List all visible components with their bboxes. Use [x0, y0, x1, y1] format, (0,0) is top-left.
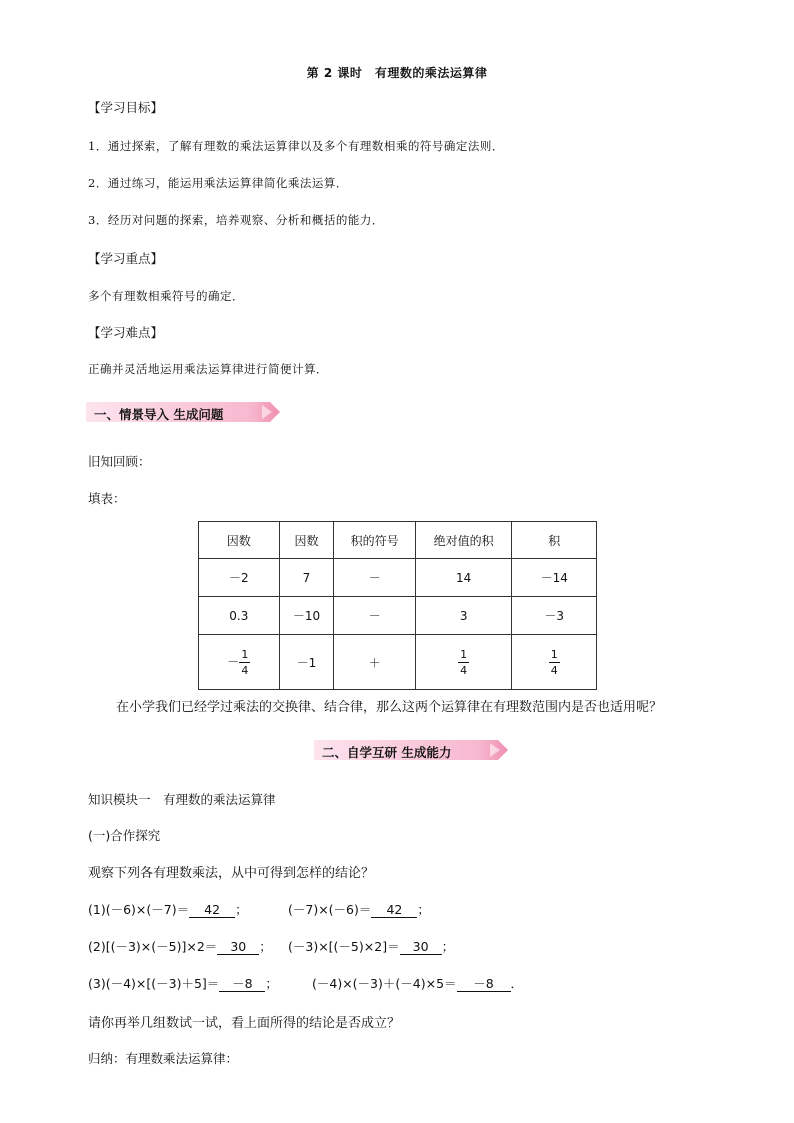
objective-item-2: 2．通过练习，能运用乘法运算律简化乘法运算．	[88, 176, 348, 190]
answer-blank: 30	[217, 940, 259, 955]
exercise-2-right-group	[288, 937, 454, 955]
table-cell: 7	[279, 559, 334, 597]
answer-blank: 42	[371, 903, 417, 918]
exercise-3-left: (3)(－4)×[(－3)＋5]＝	[88, 976, 220, 991]
table-cell: －10	[279, 597, 334, 635]
fraction-denominator: 4	[550, 663, 558, 677]
review-label: 旧知回顾：	[88, 454, 151, 469]
exercise-3-right: (－4)×(－3)＋(－4)×5＝	[312, 976, 457, 991]
fraction-numerator: 1	[460, 647, 468, 661]
exercise-2-right: (－3)×[(－5)×2]＝	[288, 939, 400, 954]
answer-blank: 42	[189, 903, 235, 918]
table-cell: －14	[512, 559, 597, 597]
fraction-denominator: 4	[460, 663, 468, 677]
table-cell: 0.3	[199, 597, 280, 635]
minus-sign: －	[227, 654, 240, 669]
summary-text: 归纳：有理数乘法运算律：	[88, 1051, 239, 1066]
fraction-numerator: 1	[550, 647, 558, 661]
header-cell: 因数	[199, 522, 280, 559]
fraction	[239, 649, 250, 676]
question-text: 在小学我们已经学过乘法的交换律、结合律，那么这两个运算律在有理数范围内是否也适用呢？	[116, 700, 663, 715]
explore-heading: (一)合作探究	[88, 828, 161, 843]
table-cell: ＋	[334, 635, 416, 690]
exercise-1-right: (－7)×(－6)＝	[288, 902, 372, 917]
exercise-2-left: (2)[(－3)×(－5)]×2＝	[88, 939, 218, 954]
fill-table	[198, 521, 597, 690]
table-cell	[199, 635, 280, 690]
table-cell: 3	[415, 597, 511, 635]
separator: ；	[259, 939, 272, 954]
try-more-text: 请你再举几组数试一试，看上面所得的结论是否成立？	[88, 1016, 401, 1031]
header-cell: 积	[512, 522, 597, 559]
fraction	[458, 649, 469, 676]
answer-blank: 30	[400, 940, 442, 955]
exercise-1-right-group	[288, 900, 430, 918]
fill-table-label: 填表：	[88, 491, 126, 506]
header-cell: 积的符号	[334, 522, 416, 559]
table-cell: －3	[512, 597, 597, 635]
key-points-heading: 【学习重点】	[88, 251, 164, 266]
header-cell: 绝对值的积	[415, 522, 511, 559]
separator: ；	[235, 902, 248, 917]
table-cell	[415, 635, 511, 690]
table-row	[199, 597, 597, 635]
table-cell	[512, 635, 597, 690]
exercise-3-right-group	[312, 974, 523, 992]
fraction	[549, 649, 560, 676]
key-points-text: 多个有理数相乘符号的确定．	[88, 289, 244, 303]
table-row	[199, 635, 597, 690]
exercise-1-left: (1)(－6)×(－7)＝	[88, 902, 190, 917]
objectives-heading: 【学习目标】	[88, 100, 164, 115]
difficulty-text: 正确并灵活地运用乘法运算律进行简便计算．	[88, 362, 328, 376]
table-cell: －1	[279, 635, 334, 690]
fraction-numerator: 1	[241, 647, 249, 661]
fraction-denominator: 4	[241, 663, 249, 677]
exercise-3	[88, 974, 278, 992]
separator: ．	[510, 976, 524, 991]
separator: ；	[441, 939, 455, 954]
table-cell: －	[334, 597, 416, 635]
section-1-label: 一、情景导入 生成问题	[94, 407, 224, 422]
objective-item-1: 1．通过探索，了解有理数的乘法运算律以及多个有理数相乘的符号确定法则．	[88, 139, 504, 153]
section-banner-1	[86, 402, 281, 422]
table-row	[199, 559, 597, 597]
exercise-2	[88, 937, 272, 955]
answer-blank: －8	[219, 977, 265, 992]
difficulty-heading: 【学习难点】	[88, 325, 164, 340]
objective-item-3: 3．经历对问题的探索，培养观察、分析和概括的能力．	[88, 213, 384, 227]
separator: ；	[417, 902, 430, 917]
section-banner-2	[314, 740, 509, 760]
observe-text: 观察下列各有理数乘法，从中可得到怎样的结论？	[88, 866, 375, 881]
answer-blank: －8	[457, 977, 511, 992]
module-1-heading: 知识模块一 有理数的乘法运算律	[88, 792, 276, 807]
table-cell: －	[334, 559, 416, 597]
table-cell: 14	[415, 559, 511, 597]
header-cell: 因数	[279, 522, 334, 559]
separator: ；	[265, 976, 278, 991]
section-2-label: 二、自学互研 生成能力	[322, 745, 452, 760]
table-header-row	[199, 522, 597, 559]
table-cell: －2	[199, 559, 280, 597]
exercise-1	[88, 900, 248, 918]
page-title: 第 2 课时 有理数的乘法运算律	[306, 66, 488, 80]
